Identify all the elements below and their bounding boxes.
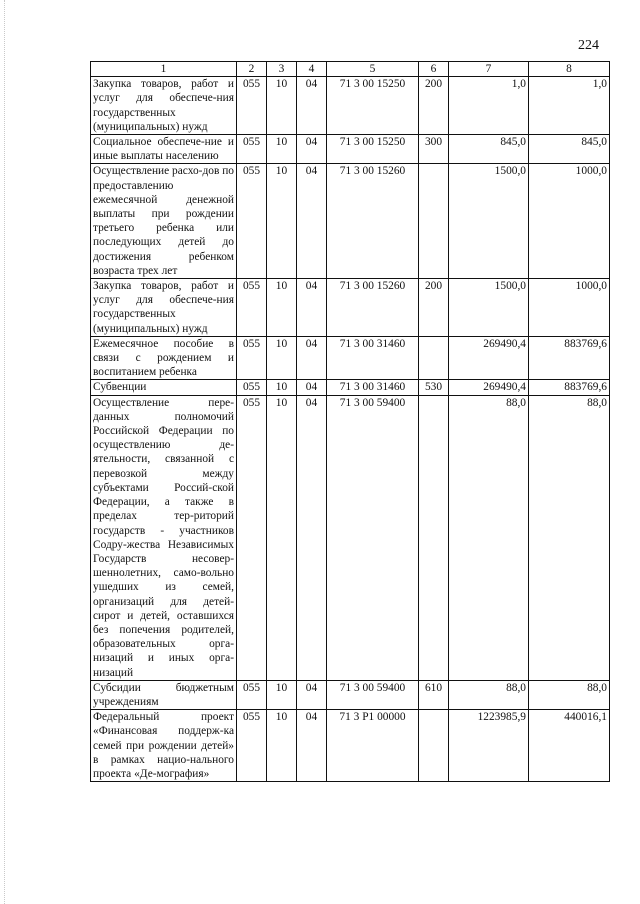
row-target-article: 71 3 00 31460 xyxy=(327,336,419,380)
row-subsection: 04 xyxy=(297,164,327,279)
row-section: 10 xyxy=(267,279,297,337)
budget-table xyxy=(90,61,610,782)
row-admin-code: 055 xyxy=(237,135,267,164)
row-sum-2: 1,0 xyxy=(529,77,610,135)
row-admin-code: 055 xyxy=(237,279,267,337)
row-admin-code: 055 xyxy=(237,164,267,279)
row-target-article: 71 3 00 15250 xyxy=(327,77,419,135)
row-section: 10 xyxy=(267,710,297,782)
row-sum-1: 845,0 xyxy=(449,135,529,164)
table-row xyxy=(91,336,610,380)
row-admin-code: 055 xyxy=(237,380,267,395)
row-expense-type xyxy=(419,164,449,279)
table-row xyxy=(91,77,610,135)
row-expense-type: 300 xyxy=(419,135,449,164)
header-row xyxy=(91,62,610,77)
table-row xyxy=(91,710,610,782)
row-name: Осуществление расхо-дов по предоставлению ежемесячной денежной выплаты при рождении третьего ребенка или последующих детей до достижения ребенком возраста трех лет xyxy=(91,164,237,279)
row-subsection: 04 xyxy=(297,135,327,164)
row-sum-2: 88,0 xyxy=(529,395,610,680)
row-sum-1: 1223985,9 xyxy=(449,710,529,782)
row-expense-type: 200 xyxy=(419,77,449,135)
row-sum-1: 1500,0 xyxy=(449,164,529,279)
row-subsection: 04 xyxy=(297,710,327,782)
row-target-article: 71 3 00 15260 xyxy=(327,164,419,279)
row-sum-2: 883769,6 xyxy=(529,380,610,395)
row-name: Закупка товаров, работ и услуг для обеспече-ния государственных (муниципальных) нужд xyxy=(91,279,237,337)
row-sum-2: 440016,1 xyxy=(529,710,610,782)
row-name: Ежемесячное пособие в связи с рождением и воспитанием ребенка xyxy=(91,336,237,380)
page-number: 224 xyxy=(578,38,599,53)
table-row xyxy=(91,279,610,337)
row-name: Закупка товаров, работ и услуг для обеспече-ния государственных (муниципальных) нужд xyxy=(91,77,237,135)
row-admin-code: 055 xyxy=(237,77,267,135)
row-name: Субвенции xyxy=(91,380,237,395)
table-row xyxy=(91,680,610,709)
row-section: 10 xyxy=(267,336,297,380)
header-cell-5: 5 xyxy=(327,62,419,77)
header-cell-6: 6 xyxy=(419,62,449,77)
row-target-article: 71 3 00 59400 xyxy=(327,680,419,709)
row-sum-2: 88,0 xyxy=(529,680,610,709)
row-subsection: 04 xyxy=(297,680,327,709)
table-row xyxy=(91,135,610,164)
table-row xyxy=(91,395,610,680)
row-target-article: 71 3 00 15260 xyxy=(327,279,419,337)
header-cell-8: 8 xyxy=(529,62,610,77)
row-admin-code: 055 xyxy=(237,336,267,380)
header-cell-2: 2 xyxy=(237,62,267,77)
row-subsection: 04 xyxy=(297,380,327,395)
row-expense-type: 530 xyxy=(419,380,449,395)
row-target-article: 71 3 00 59400 xyxy=(327,395,419,680)
row-expense-type: 610 xyxy=(419,680,449,709)
row-subsection: 04 xyxy=(297,336,327,380)
row-name: Осуществление пере-данных полномочий Российской Федерации по осуществлению де-ятельности, связанной с перевозкой между субъектами Россий-ской Федерации, а также в пределах тер-риторий государств - участников Содру-жества Независимых Государств несовер-шеннолетних, само-вольно ушедших из семей, организаций для детей-сирот и детей, оставшихся без попечения родителей, образовательных орга-низаций и иных орга-низаций xyxy=(91,395,237,680)
row-name: Федеральный проект «Финансовая поддерж-ка семей при рождении детей» в рамках нацио-нального проекта «Де-мография» xyxy=(91,710,237,782)
row-expense-type xyxy=(419,395,449,680)
row-target-article: 71 3 P1 00000 xyxy=(327,710,419,782)
row-target-article: 71 3 00 31460 xyxy=(327,380,419,395)
header-cell-3: 3 xyxy=(267,62,297,77)
row-expense-type: 200 xyxy=(419,279,449,337)
row-name: Субсидии бюджетным учреждениям xyxy=(91,680,237,709)
row-sum-1: 269490,4 xyxy=(449,336,529,380)
row-sum-1: 88,0 xyxy=(449,680,529,709)
row-expense-type xyxy=(419,710,449,782)
row-admin-code: 055 xyxy=(237,710,267,782)
row-target-article: 71 3 00 15250 xyxy=(327,135,419,164)
row-section: 10 xyxy=(267,77,297,135)
row-admin-code: 055 xyxy=(237,395,267,680)
row-subsection: 04 xyxy=(297,395,327,680)
row-section: 10 xyxy=(267,135,297,164)
row-name: Социальное обеспече-ние и иные выплаты населению xyxy=(91,135,237,164)
row-section: 10 xyxy=(267,395,297,680)
header-cell-1: 1 xyxy=(91,62,237,77)
table-row xyxy=(91,164,610,279)
row-section: 10 xyxy=(267,164,297,279)
row-subsection: 04 xyxy=(297,279,327,337)
header-cell-7: 7 xyxy=(449,62,529,77)
header-cell-4: 4 xyxy=(297,62,327,77)
scan-edge xyxy=(4,0,6,904)
row-sum-2: 845,0 xyxy=(529,135,610,164)
row-expense-type xyxy=(419,336,449,380)
row-subsection: 04 xyxy=(297,77,327,135)
row-sum-1: 269490,4 xyxy=(449,380,529,395)
table-row xyxy=(91,380,610,395)
row-sum-2: 1000,0 xyxy=(529,279,610,337)
row-admin-code: 055 xyxy=(237,680,267,709)
row-section: 10 xyxy=(267,380,297,395)
row-sum-1: 1,0 xyxy=(449,77,529,135)
row-sum-1: 1500,0 xyxy=(449,279,529,337)
row-sum-1: 88,0 xyxy=(449,395,529,680)
row-section: 10 xyxy=(267,680,297,709)
row-sum-2: 883769,6 xyxy=(529,336,610,380)
row-sum-2: 1000,0 xyxy=(529,164,610,279)
